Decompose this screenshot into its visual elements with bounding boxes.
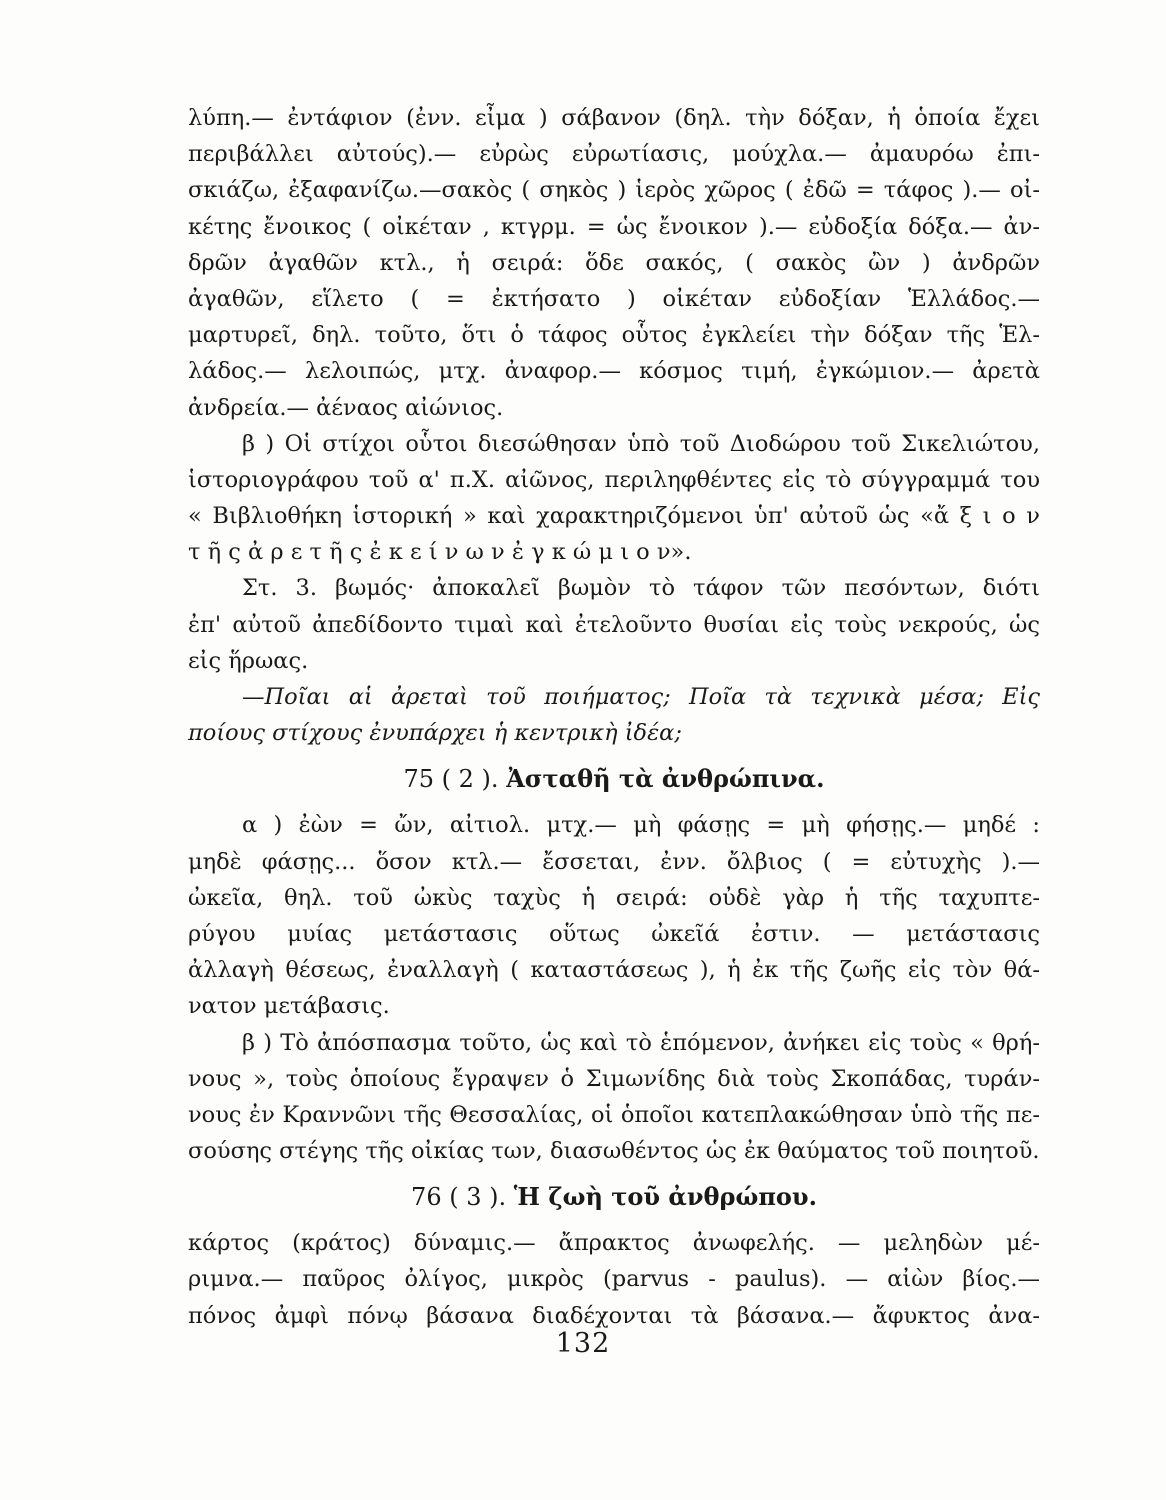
section-75-notes xyxy=(188,807,1040,1169)
section-75-heading xyxy=(188,757,1040,801)
text-line: α ) ἐὼν = ὤν, αἰτιολ. μτχ.— μὴ φάσῃς = μὴ φήσῃς.— μηδέ : xyxy=(242,812,1040,839)
section-title: Ἀσταθῆ τὰ ἀνθρώπινα. xyxy=(506,764,825,794)
page-body xyxy=(188,100,1040,1334)
text-line: εἰς ἥρωας. xyxy=(188,647,309,674)
text-line: ἐπ' αὐτοῦ ἀπεδίδοντο τιμαὶ καὶ ἐτελοῦντο θυσίαι εἰς τοὺς νεκρούς, ὡς xyxy=(188,611,1040,638)
text-line: λάδος.— λελοιπώς, μτχ. ἀναφορ.— κόσμος τιμή, ἐγκώμιον.— ἀρετὰ xyxy=(188,358,1040,385)
text-line: ἱστοριογράφου τοῦ α' π.Χ. αἰῶνος, περιληφθέντες εἰς τὸ σύγγραμμά του xyxy=(188,466,1040,493)
page-number: 132 xyxy=(555,1328,611,1359)
text-line: ρύγου μυίας μετάστασις οὕτως ὠκεῖά ἐστιν. — μετάστασις xyxy=(188,920,1040,947)
section-title: Ἡ ζωὴ τοῦ ἀνθρώπου. xyxy=(513,1182,817,1212)
text-line: νους ἐν Κραννῶνι τῆς Θεσσαλίας, οἱ ὁποῖοι κατεπλακώθησαν ὑπὸ τῆς πε- xyxy=(188,1101,1040,1128)
section-74-notes xyxy=(188,100,1040,751)
text-line: Στ. 3. βωμός· ἀποκαλεῖ βωμὸν τὸ τάφον τῶν πεσόντων, διότι xyxy=(242,575,1040,602)
text-line: ἀγαθῶν, εἵλετο ( = ἐκτήσατο ) οἰκέταν εὐδοξίαν Ἑλλάδος.— xyxy=(188,285,1040,312)
text-line: μηδὲ φάσῃς... ὅσον κτλ.— ἔσσεται, ἐνν. ὄλβιος ( = εὐτυχὴς ).— xyxy=(188,848,1040,875)
section-76-heading xyxy=(188,1175,1040,1219)
text-line: ἀνδρεία.— ἀέναος αἰώνιος. xyxy=(188,394,504,421)
text-line: ἀλλαγὴ θέσεως, ἐναλλαγὴ ( καταστάσεως ), ἡ ἐκ τῆς ζωῆς εἰς τὸν θά- xyxy=(188,957,1040,984)
section-number: 75 xyxy=(403,765,435,794)
section-note: ( 2 ). xyxy=(441,765,499,794)
text-line: μαρτυρεῖ, δηλ. τοῦτο, ὅτι ὁ τάφος οὗτος ἐγκλείει τὴν δόξαν τῆς Ἑλ- xyxy=(188,322,1040,349)
text-line: περιβάλλει αὐτούς).— εὐρὼς εὐρωτίασις, μούχλα.— ἀμαυρόω ἐπι- xyxy=(188,141,1040,168)
question-line: ποίους στίχους ἐνυπάρχει ἡ κεντρικὴ ἰδέα; xyxy=(188,720,682,747)
text-line: β ) Οἱ στίχοι οὗτοι διεσώθησαν ὑπὸ τοῦ Διοδώρου τοῦ Σικελιώτου, xyxy=(242,430,1040,457)
section-number: 76 xyxy=(411,1183,442,1212)
text-line: νους », τοὺς ὁποίους ἔγραψεν ὁ Σιμωνίδης διὰ τοὺς Σκοπάδας, τυράν- xyxy=(188,1065,1040,1092)
text-line: κάρτος (κράτος) δύναμις.— ἄπρακτος ἀνωφελής. — μεληδὼν μέ- xyxy=(188,1230,1040,1257)
text-line: κέτης ἔνοικος ( οἰκέταν , κτγρμ. = ὡς ἔνοικον ).— εὐδοξία δόξα.— ἀν- xyxy=(188,213,1040,240)
text-line: πόνος ἀμφὶ πόνῳ βάσανα διαδέχονται τὰ βάσανα.— ἄφυκτος ἀνα- xyxy=(188,1302,1040,1329)
text-line: δρῶν ἀγαθῶν κτλ., ἡ σειρά: ὅδε σακός, ( σακὸς ὢν ) ἀνδρῶν xyxy=(188,249,1040,276)
text-line: « Βιβλιοθήκη ἱστορική » καὶ χαρακτηριζόμενοι ὑπ' αὐτοῦ ὡς «ἄ ξ ι ο ν xyxy=(188,503,1040,530)
section-note: ( 3 ). xyxy=(449,1183,507,1212)
section-76-notes xyxy=(188,1225,1040,1334)
text-line: β ) Τὸ ἀπόσπασμα τοῦτο, ὡς καὶ τὸ ἑπόμενον, ἀνήκει εἰς τοὺς « θρή- xyxy=(242,1029,1040,1056)
text-line: τ ῆ ς ἀ ρ ε τ ῆ ς ἐ κ ε ί ν ω ν ἐ γ κ ώ μ ι ο ν». xyxy=(188,539,692,566)
text-line: ὠκεῖα, θηλ. τοῦ ὠκὺς ταχὺς ἡ σειρά: οὐδὲ γὰρ ἡ τῆς ταχυπτε- xyxy=(188,884,1040,911)
text-line: λύπη.— ἐντάφιον (ἐνν. εἶμα ) σάβανον (δηλ. τὴν δόξαν, ἡ ὁποία ἔχει xyxy=(188,105,1040,131)
text-line: νατον μετάβασις. xyxy=(188,993,390,1020)
text-line: σούσης στέγης τῆς οἰκίας των, διασωθέντος ὡς ἐκ θαύματος τοῦ ποιητοῦ. xyxy=(188,1138,1040,1165)
text-line: σκιάζω, ἐξαφανίζω.—σακὸς ( σηκὸς ) ἱερὸς χῶρος ( ἐδῶ = τάφος ).— οἰ- xyxy=(188,177,1040,204)
text-line: ριμνα.— παῦρος ὀλίγος, μικρὸς (parvus - paulus). — αἰὼν βίος.— xyxy=(188,1266,1040,1293)
question-line: —Ποῖαι αἱ ἀρεταὶ τοῦ ποιήματος; Ποῖα τὰ τεχνικὰ μέσα; Εἰς xyxy=(242,684,1040,710)
